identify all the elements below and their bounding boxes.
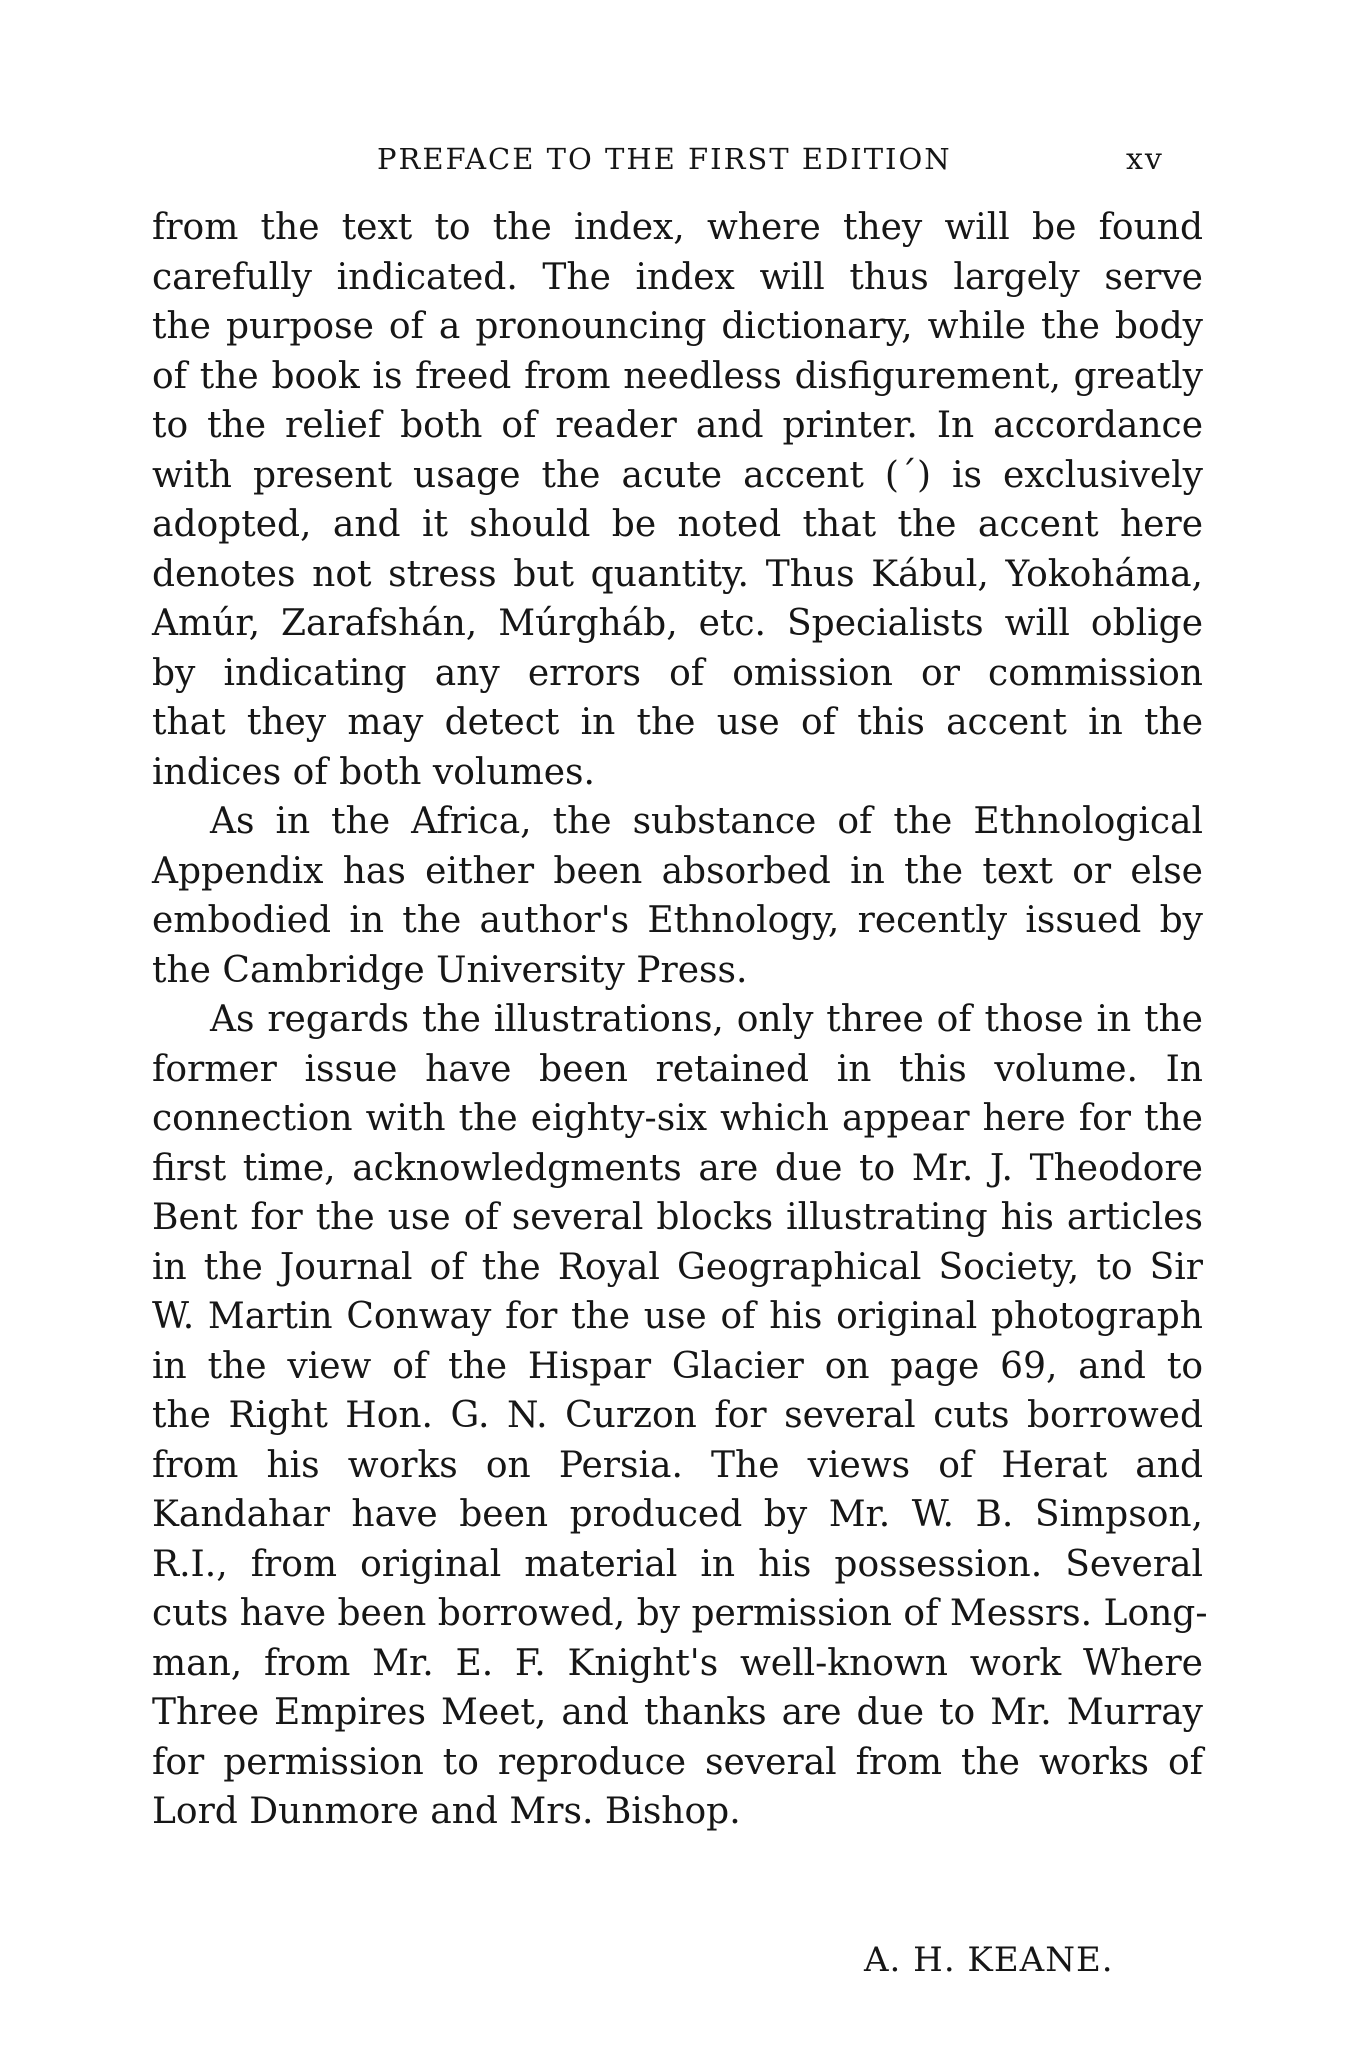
text-line: Three Empires Meet, and thanks are due to Mr. Murray <box>152 1692 1203 1733</box>
text-line: R.I., from original material in his possession. Several <box>152 1543 1203 1585</box>
preface-body <box>152 203 1208 1837</box>
author-signature: A. H. KEANE. <box>864 1940 1114 1980</box>
text-line: As regards the illustrations, only three of those in the <box>210 999 1203 1040</box>
text-line: from his works on Persia. The views of Herat and <box>152 1444 1203 1486</box>
text-line: in the view of the Hispar Glacier on page 69, and to <box>152 1345 1203 1387</box>
text-line: in the Journal of the Royal Geographical Society, to Sir <box>152 1246 1203 1288</box>
text-line: embodied in the author's Ethnology, recently issued by <box>152 900 1203 941</box>
header-title: PREFACE TO THE FIRST EDITION <box>377 142 952 176</box>
text-line: carefully indicated. The index will thus largely serve <box>152 256 1203 298</box>
paragraph-2 <box>152 797 1203 995</box>
text-line: by indicating any errors of omission or commission <box>152 652 1203 694</box>
text-line: cuts have been borrowed, by permission of Messrs. Long- <box>152 1593 1208 1634</box>
text-line: the Right Hon. G. N. Curzon for several cuts borrowed <box>152 1395 1203 1436</box>
text-line: adopted, and it should be noted that the accent here <box>152 504 1203 545</box>
paragraph-3 <box>152 995 1208 1837</box>
text-line: the purpose of a pronouncing dictionary, while the body <box>152 306 1203 347</box>
text-line: for permission to reproduce several from the works of <box>152 1741 1203 1783</box>
text-line: man, from Mr. E. F. Knight's well-known work Where <box>152 1642 1203 1684</box>
text-line: first time, acknowledgments are due to Mr. J. Theodore <box>152 1147 1203 1189</box>
text-line: connection with the eighty-six which appear here for the <box>152 1098 1203 1139</box>
text-line: the Cambridge University Press. <box>152 949 748 991</box>
page-number: xv <box>1126 142 1164 177</box>
text-line: Kandahar have been produced by Mr. W. B. Simpson, <box>152 1494 1203 1535</box>
text-line: former issue have been retained in this volume. In <box>152 1048 1203 1090</box>
text-line: that they may detect in the use of this accent in the <box>152 702 1203 743</box>
text-line: of the book is freed from needless disfigurement, greatly <box>152 355 1203 397</box>
text-line: As in the Africa, the substance of the Ethnological <box>210 801 1203 842</box>
text-line: indices of both volumes. <box>152 751 595 793</box>
running-header <box>0 142 1363 192</box>
text-line: from the text to the index, where they will be found <box>152 207 1203 248</box>
text-line: Appendix has either been absorbed in the text or else <box>152 850 1203 892</box>
text-line: W. Martin Conway for the use of his original photograph <box>152 1296 1203 1337</box>
text-line: to the relief both of reader and printer. In accordance <box>152 405 1203 446</box>
text-line: with present usage the acute accent (´) is exclusively <box>152 454 1203 496</box>
text-line: Bent for the use of several blocks illustrating his articles <box>152 1197 1203 1238</box>
text-line: Amúr, Zarafshán, Múrgháb, etc. Specialists will oblige <box>152 603 1203 644</box>
paragraph-1 <box>152 203 1203 797</box>
text-line: denotes not stress but quantity. Thus Kábul, Yokoháma, <box>152 553 1203 595</box>
text-line: Lord Dunmore and Mrs. Bishop. <box>152 1791 741 1832</box>
